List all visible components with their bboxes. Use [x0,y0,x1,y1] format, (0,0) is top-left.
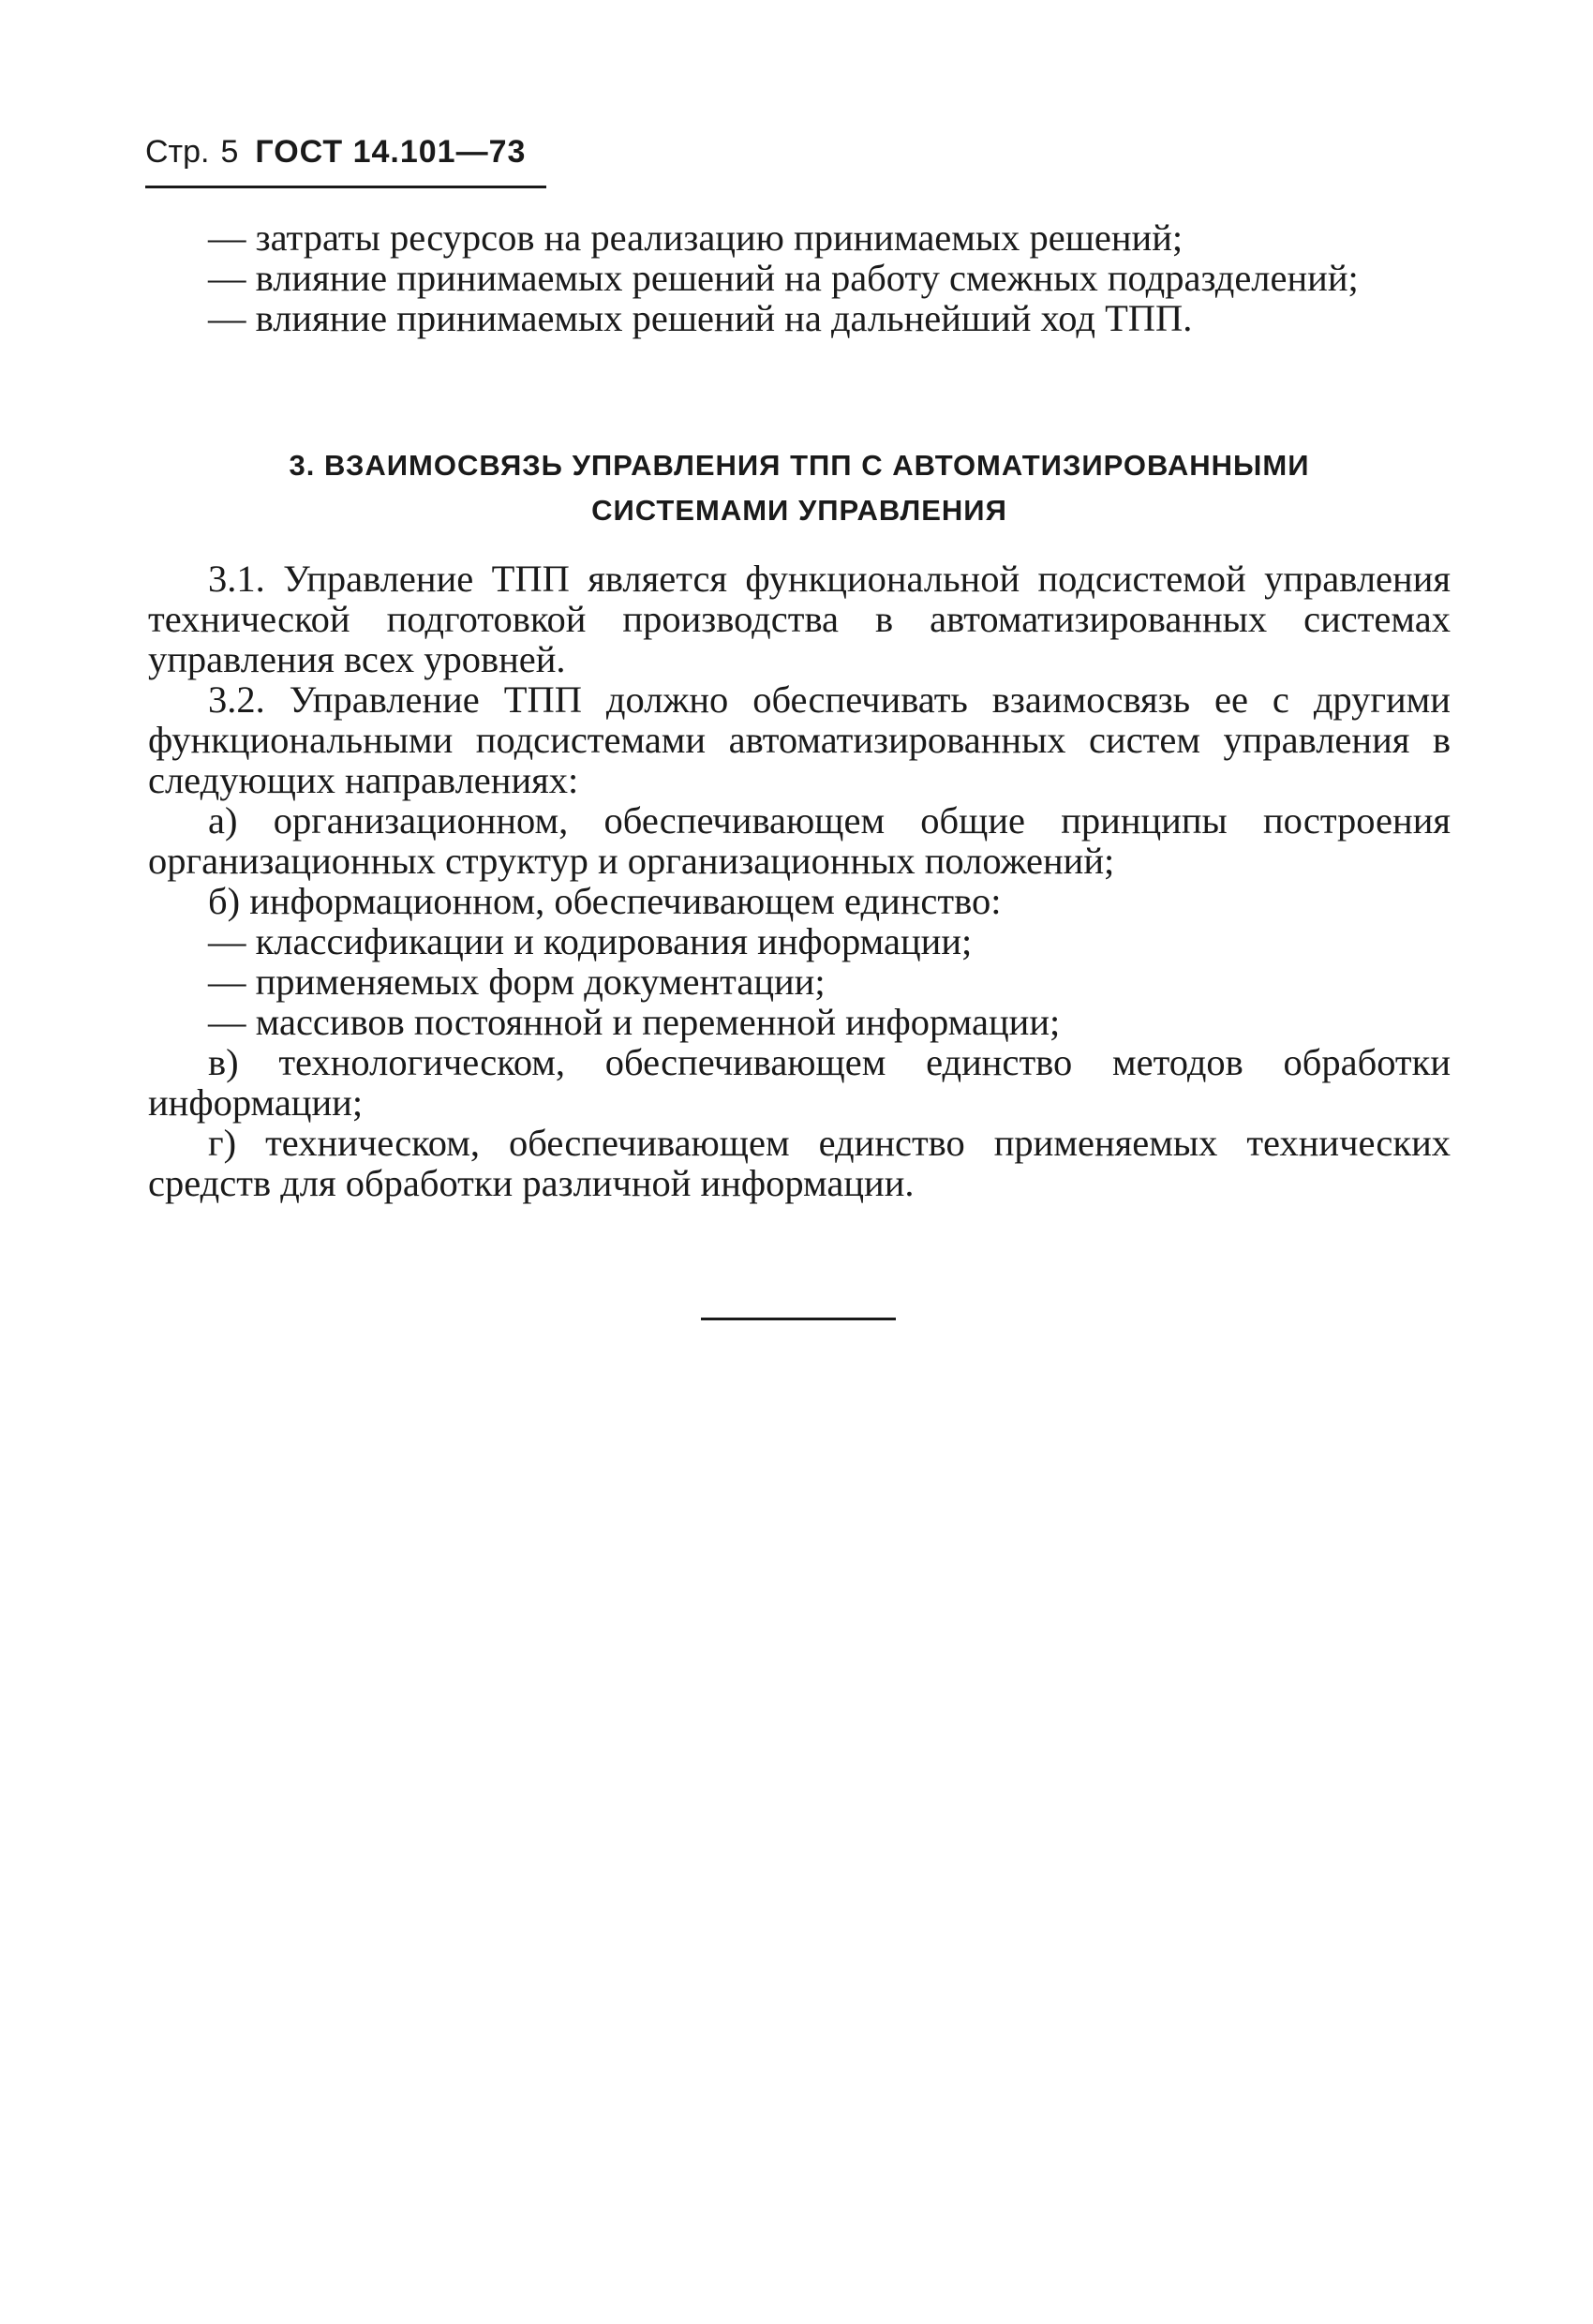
clause-subitem-classification: — классификации и кодирования информации; [208,920,973,962]
standard-code: ГОСТ 14.101—73 [255,134,527,170]
clause-item-v: в) технологическом, обеспечивающем единство методов обработки информации; [148,1041,1451,1124]
clause-3-2: 3.2. Управление ТПП должно обеспечивать взаимосвязь ее с другими функциональными подсистемами автоматизированных систем управления в следующих направлениях: [148,678,1451,801]
section-heading-line-2: СИСТЕМАМИ УПРАВЛЕНИЯ [591,494,1007,527]
section-heading [148,443,1451,533]
intro-item-adjacent-units: — влияние принимаемых решений на работу смежных подразделений; [208,257,1359,299]
intro-item-further-course: — влияние принимаемых решений на дальнейший ход ТПП. [208,297,1193,339]
page-number: 5 [220,134,239,170]
page-label: Стр. [145,134,210,170]
section-heading-line-1: 3. ВЗАИМОСВЯЗЬ УПРАВЛЕНИЯ ТПП С АВТОМАТИЗИРОВАННЫМИ [289,449,1310,482]
clause-item-b: б) информационном, обеспечивающем единство: [208,880,1002,922]
clause-item-g: г) техническом, обеспечивающем единство применяемых технических средств для обработки различной информации. [148,1122,1451,1204]
clause-3-1: 3.1. Управление ТПП является функциональной подсистемой управления технической подготовкой производства в автоматизированных системах управления всех уровней. [148,558,1451,680]
clause-subitem-arrays: — массивов постоянной и переменной информации; [208,1001,1061,1043]
intro-list [148,217,1451,338]
running-header [145,133,526,171]
header-rule [145,186,546,188]
intro-item-resources: — затраты ресурсов на реализацию принимаемых решений; [208,216,1184,259]
section-body [148,559,1451,1203]
closing-rule [701,1318,896,1320]
clause-item-a: а) организационном, обеспечивающем общие принципы построения организационных структур и организационных положений; [148,799,1451,882]
clause-subitem-forms: — применяемых форм документации; [208,961,826,1003]
